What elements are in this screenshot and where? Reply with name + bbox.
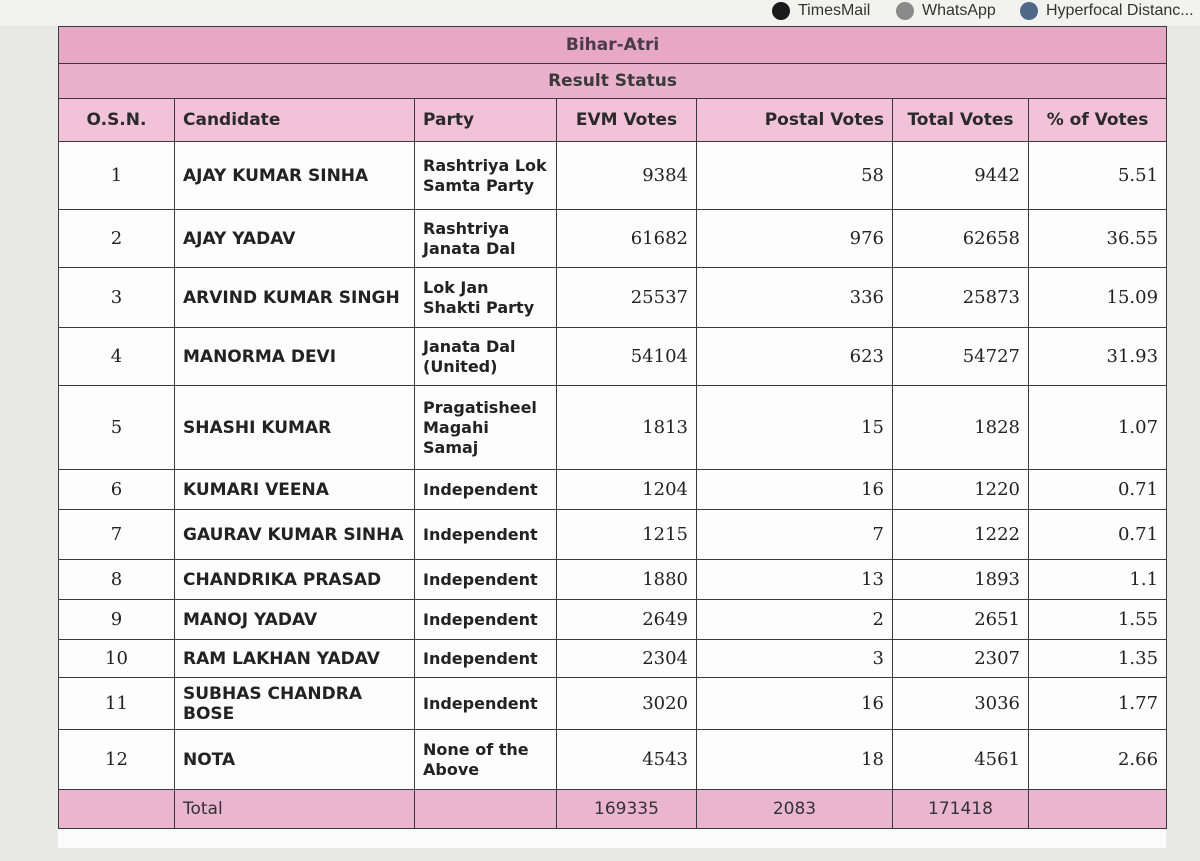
table-row: [59, 678, 1167, 730]
osn-cell: 2: [59, 210, 175, 268]
osn-cell: 8: [59, 560, 175, 600]
postal-votes: 976: [697, 210, 893, 268]
table-row: [59, 210, 1167, 268]
osn-cell: 10: [59, 640, 175, 678]
pct-votes: 1.35: [1029, 640, 1167, 678]
total-votes-header: Total Votes: [893, 99, 1029, 142]
pct-votes: 15.09: [1029, 268, 1167, 328]
postal-votes: 13: [697, 560, 893, 600]
party-name: Lok Jan Shakti Party: [415, 268, 557, 328]
candidate-name: AJAY KUMAR SINHA: [175, 142, 415, 210]
constituency-title: Bihar-Atri: [59, 27, 1167, 64]
total-votes: 1220: [893, 470, 1029, 510]
pct-votes: 0.71: [1029, 510, 1167, 560]
total-label: Total: [175, 790, 415, 829]
postal-votes: 18: [697, 730, 893, 790]
evm-votes: 61682: [557, 210, 697, 268]
evm-votes: 1880: [557, 560, 697, 600]
table-row: [59, 386, 1167, 470]
osn-cell: 3: [59, 268, 175, 328]
postal-votes: 7: [697, 510, 893, 560]
evm-votes: 9384: [557, 142, 697, 210]
osn-cell: 12: [59, 730, 175, 790]
bookmark-label: Hyperfocal Distanc...: [1046, 2, 1194, 19]
candidate-name: SHASHI KUMAR: [175, 386, 415, 470]
table-row: [59, 560, 1167, 600]
candidate-name: CHANDRIKA PRASAD: [175, 560, 415, 600]
total-votes: 62658: [893, 210, 1029, 268]
evm-votes: 3020: [557, 678, 697, 730]
candidate-name: SUBHAS CHANDRA BOSE: [175, 678, 415, 730]
table-row: [59, 510, 1167, 560]
total-evm: 169335: [557, 790, 697, 829]
candidate-name: GAURAV KUMAR SINHA: [175, 510, 415, 560]
bookmark-label: TimesMail: [798, 2, 871, 19]
bookmarks-bar: [0, 0, 1200, 26]
result-rows: [59, 142, 1167, 790]
whatsapp-icon: [896, 2, 914, 20]
postal-votes: 336: [697, 268, 893, 328]
osn-cell: 4: [59, 328, 175, 386]
bookmark-whatsapp[interactable]: [896, 0, 996, 22]
pct-votes-header: % of Votes: [1029, 99, 1167, 142]
postal-votes: 3: [697, 640, 893, 678]
candidate-name: ARVIND KUMAR SINGH: [175, 268, 415, 328]
bookmark-hyperfocal[interactable]: [1020, 0, 1194, 22]
total-votes: 2307: [893, 640, 1029, 678]
total-votes: 4561: [893, 730, 1029, 790]
result-table: [58, 26, 1167, 829]
pct-votes: 0.71: [1029, 470, 1167, 510]
total-votes: 1222: [893, 510, 1029, 560]
times-icon: [772, 2, 790, 20]
table-row: [59, 600, 1167, 640]
pct-votes: 2.66: [1029, 730, 1167, 790]
postal-votes: 16: [697, 678, 893, 730]
candidate-name: RAM LAKHAN YADAV: [175, 640, 415, 678]
total-votes: 3036: [893, 678, 1029, 730]
table-row: [59, 268, 1167, 328]
party-name: None of the Above: [415, 730, 557, 790]
evm-votes: 1204: [557, 470, 697, 510]
table-row: [59, 328, 1167, 386]
evm-votes: 1813: [557, 386, 697, 470]
hyperfocal-icon: [1020, 2, 1038, 20]
party-header: Party: [415, 99, 557, 142]
table-row: [59, 640, 1167, 678]
pct-votes: 1.1: [1029, 560, 1167, 600]
osn-header: O.S.N.: [59, 99, 175, 142]
party-name: Independent: [415, 470, 557, 510]
pct-votes: 1.77: [1029, 678, 1167, 730]
postal-votes: 15: [697, 386, 893, 470]
postal-votes: 58: [697, 142, 893, 210]
party-name: Independent: [415, 640, 557, 678]
bookmark-timesmail[interactable]: [772, 0, 870, 22]
party-name: Independent: [415, 510, 557, 560]
party-name: Independent: [415, 678, 557, 730]
party-name: Pragatisheel Magahi Samaj: [415, 386, 557, 470]
party-name: Independent: [415, 560, 557, 600]
candidate-name: NOTA: [175, 730, 415, 790]
table-row: [59, 730, 1167, 790]
evm-votes: 2649: [557, 600, 697, 640]
table-row: [59, 470, 1167, 510]
total-votes: 1893: [893, 560, 1029, 600]
total-postal: 2083: [697, 790, 893, 829]
total-party-cell: [415, 790, 557, 829]
pct-votes: 1.55: [1029, 600, 1167, 640]
candidate-name: AJAY YADAV: [175, 210, 415, 268]
postal-votes: 623: [697, 328, 893, 386]
party-name: Independent: [415, 600, 557, 640]
pct-votes: 36.55: [1029, 210, 1167, 268]
osn-cell: 9: [59, 600, 175, 640]
pct-votes: 1.07: [1029, 386, 1167, 470]
total-votes: 25873: [893, 268, 1029, 328]
postal-votes: 2: [697, 600, 893, 640]
evm-votes: 1215: [557, 510, 697, 560]
evm-votes: 54104: [557, 328, 697, 386]
party-name: Rashtriya Janata Dal: [415, 210, 557, 268]
candidate-name: MANORMA DEVI: [175, 328, 415, 386]
total-osn-cell: [59, 790, 175, 829]
total-total: 171418: [893, 790, 1029, 829]
total-pct-cell: [1029, 790, 1167, 829]
total-votes: 54727: [893, 328, 1029, 386]
evm-votes: 4543: [557, 730, 697, 790]
candidate-header: Candidate: [175, 99, 415, 142]
osn-cell: 7: [59, 510, 175, 560]
osn-cell: 11: [59, 678, 175, 730]
table-row: [59, 142, 1167, 210]
candidate-name: KUMARI VEENA: [175, 470, 415, 510]
evm-votes-header: EVM Votes: [557, 99, 697, 142]
total-row: [59, 790, 1167, 829]
pct-votes: 5.51: [1029, 142, 1167, 210]
evm-votes: 2304: [557, 640, 697, 678]
osn-cell: 6: [59, 470, 175, 510]
candidate-name: MANOJ YADAV: [175, 600, 415, 640]
osn-cell: 1: [59, 142, 175, 210]
postal-votes: 16: [697, 470, 893, 510]
total-votes: 1828: [893, 386, 1029, 470]
pct-votes: 31.93: [1029, 328, 1167, 386]
party-name: Rashtriya Lok Samta Party: [415, 142, 557, 210]
total-votes: 9442: [893, 142, 1029, 210]
bookmark-label: WhatsApp: [922, 2, 996, 19]
total-votes: 2651: [893, 600, 1029, 640]
osn-cell: 5: [59, 386, 175, 470]
evm-votes: 25537: [557, 268, 697, 328]
party-name: Janata Dal (United): [415, 328, 557, 386]
result-status-title: Result Status: [59, 64, 1167, 99]
result-sheet: [58, 26, 1166, 848]
postal-votes-header: Postal Votes: [697, 99, 893, 142]
